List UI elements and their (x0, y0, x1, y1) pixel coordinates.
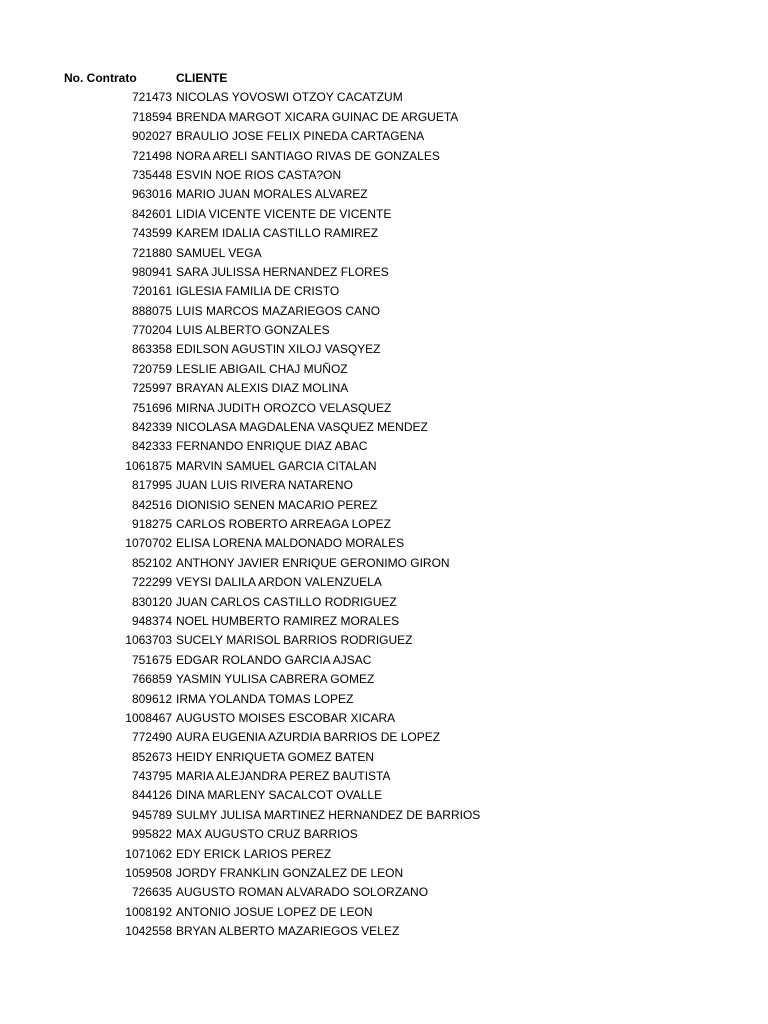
table-row (0, 593, 768, 612)
contract-number-cell: 1071062 (125, 846, 172, 861)
contract-number-cell: 842333 (131, 439, 172, 454)
contract-number-cell: 721473 (131, 90, 172, 105)
client-header: CLIENTE (176, 71, 228, 85)
table-row (0, 360, 768, 379)
table-row (0, 476, 768, 495)
client-name-cell: CARLOS ROBERTO ARREAGA LOPEZ (176, 516, 391, 531)
table-row (0, 806, 768, 825)
contract-number-cell: 830120 (131, 594, 172, 609)
contract-number-cell: 722299 (131, 575, 172, 590)
contract-number-cell: 902027 (131, 129, 172, 144)
client-name-cell: JORDY FRANKLIN GONZALEZ DE LEON (176, 866, 404, 881)
contract-number-cell: 726635 (131, 885, 172, 900)
table-row (0, 767, 768, 786)
contract-number-cell: 751696 (131, 400, 172, 415)
contract-number-cell: 863358 (131, 342, 172, 357)
contract-number-cell: 743795 (131, 769, 172, 784)
contract-number-header: No. Contrato (64, 71, 137, 85)
contract-number-cell: 735448 (131, 167, 172, 182)
contract-number-cell: 945789 (131, 807, 172, 822)
table-row (0, 922, 768, 941)
client-name-cell: SUCELY MARISOL BARRIOS RODRIGUEZ (176, 633, 413, 648)
table-row (0, 690, 768, 709)
table-row (0, 825, 768, 844)
client-name-cell: EDILSON AGUSTIN XILOJ VASQYEZ (176, 342, 381, 357)
contract-number-cell: 721498 (131, 148, 172, 163)
client-name-cell: MARIA ALEJANDRA PEREZ BAUTISTA (176, 769, 391, 784)
client-name-cell: EDGAR ROLANDO GARCIA AJSAC (176, 652, 372, 667)
contract-number-cell: 817995 (131, 478, 172, 493)
client-name-cell: SULMY JULISA MARTINEZ HERNANDEZ DE BARRIOS (176, 807, 481, 822)
contract-number-cell: 1059508 (125, 866, 172, 881)
table-row (0, 244, 768, 263)
contract-number-cell: 720759 (131, 361, 172, 376)
client-name-cell: JUAN CARLOS CASTILLO RODRIGUEZ (176, 594, 397, 609)
table-row (0, 127, 768, 146)
table-row (0, 864, 768, 883)
table-row (0, 147, 768, 166)
table-row (0, 612, 768, 631)
contract-number-cell: 751675 (131, 652, 172, 667)
client-name-cell: VEYSI DALILA ARDON VALENZUELA (176, 575, 382, 590)
table-row (0, 786, 768, 805)
client-name-cell: BRAYAN ALEXIS DIAZ MOLINA (176, 381, 349, 396)
client-name-cell: AURA EUGENIA AZURDIA BARRIOS DE LOPEZ (176, 730, 441, 745)
table-row (0, 302, 768, 321)
client-name-cell: LESLIE ABIGAIL CHAJ MUÑOZ (176, 361, 348, 376)
contract-number-cell: 995822 (131, 827, 172, 842)
contract-number-cell: 725997 (131, 381, 172, 396)
table-row (0, 709, 768, 728)
contract-number-cell: 720161 (131, 284, 172, 299)
table-row (0, 379, 768, 398)
contract-number-cell: 948374 (131, 613, 172, 628)
contract-number-cell: 1070702 (125, 536, 172, 551)
contract-number-cell: 743599 (131, 226, 172, 241)
client-name-cell: SARA JULISSA HERNANDEZ FLORES (176, 264, 389, 279)
table-row (0, 108, 768, 127)
table-row (0, 166, 768, 185)
client-name-cell: MIRNA JUDITH OROZCO VELASQUEZ (176, 400, 392, 415)
client-name-cell: DIONISIO SENEN MACARIO PEREZ (176, 497, 378, 512)
client-name-cell: ESVIN NOE RIOS CASTA?ON (176, 167, 342, 182)
table-row (0, 205, 768, 224)
client-name-cell: ANTHONY JAVIER ENRIQUE GERONIMO GIRON (176, 555, 450, 570)
contract-number-cell: 721880 (131, 245, 172, 260)
client-name-cell: BRENDA MARGOT XICARA GUINAC DE ARGUETA (176, 109, 459, 124)
client-name-cell: SAMUEL VEGA (176, 245, 262, 260)
client-name-cell: DINA MARLENY SACALCOT OVALLE (176, 788, 383, 803)
client-name-cell: BRAULIO JOSE FELIX PINEDA CARTAGENA (176, 129, 425, 144)
client-name-cell: JUAN LUIS RIVERA NATARENO (176, 478, 353, 493)
client-name-cell: LUIS ALBERTO GONZALES (176, 323, 330, 338)
contract-number-cell: 770204 (131, 323, 172, 338)
table-row (0, 651, 768, 670)
table-row (0, 282, 768, 301)
table-row (0, 399, 768, 418)
contract-number-cell: 766859 (131, 672, 172, 687)
client-name-cell: NICOLAS YOVOSWI OTZOY CACATZUM (176, 90, 403, 105)
client-name-cell: ELISA LORENA MALDONADO MORALES (176, 536, 405, 551)
client-name-cell: MARVIN SAMUEL GARCIA CITALAN (176, 458, 377, 473)
client-name-cell: EDY ERICK LARIOS PEREZ (176, 846, 332, 861)
contract-number-cell: 844126 (131, 788, 172, 803)
table-row (0, 88, 768, 107)
client-name-cell: AUGUSTO MOISES ESCOBAR XICARA (176, 710, 396, 725)
client-name-cell: LIDIA VICENTE VICENTE DE VICENTE (176, 206, 392, 221)
contract-number-cell: 852102 (131, 555, 172, 570)
contract-number-cell: 888075 (131, 303, 172, 318)
contract-number-cell: 852673 (131, 749, 172, 764)
client-contract-table (0, 69, 768, 942)
client-name-cell: FERNANDO ENRIQUE DIAZ ABAC (176, 439, 368, 454)
client-name-cell: MARIO JUAN MORALES ALVAREZ (176, 187, 368, 202)
table-row (0, 748, 768, 767)
contract-number-cell: 1008467 (125, 710, 172, 725)
contract-number-cell: 772490 (131, 730, 172, 745)
contract-number-cell: 963016 (131, 187, 172, 202)
contract-number-cell: 918275 (131, 516, 172, 531)
client-name-cell: IRMA YOLANDA TOMAS LOPEZ (176, 691, 354, 706)
client-name-cell: MAX AUGUSTO CRUZ BARRIOS (176, 827, 358, 842)
table-row (0, 496, 768, 515)
contract-number-cell: 718594 (131, 109, 172, 124)
client-name-cell: AUGUSTO ROMAN ALVARADO SOLORZANO (176, 885, 429, 900)
client-name-cell: ANTONIO JOSUE LOPEZ DE LEON (176, 904, 373, 919)
contract-number-cell: 842339 (131, 420, 172, 435)
contract-number-cell: 1063703 (125, 633, 172, 648)
contract-number-cell: 809612 (131, 691, 172, 706)
contract-number-cell: 1008192 (125, 904, 172, 919)
client-name-cell: IGLESIA FAMILIA DE CRISTO (176, 284, 340, 299)
table-row (0, 263, 768, 282)
table-row (0, 457, 768, 476)
client-name-cell: LUIS MARCOS MAZARIEGOS CANO (176, 303, 381, 318)
contract-number-cell: 980941 (131, 264, 172, 279)
table-row (0, 728, 768, 747)
table-row (0, 845, 768, 864)
table-row (0, 437, 768, 456)
client-name-cell: NORA ARELI SANTIAGO RIVAS DE GONZALES (176, 148, 440, 163)
table-row (0, 515, 768, 534)
client-name-cell: NICOLASA MAGDALENA VASQUEZ MENDEZ (176, 420, 428, 435)
table-row (0, 573, 768, 592)
table-row (0, 670, 768, 689)
table-row (0, 321, 768, 340)
table-row (0, 534, 768, 553)
contract-number-cell: 1061875 (125, 458, 172, 473)
table-row (0, 631, 768, 650)
contract-number-cell: 1042558 (125, 924, 172, 939)
client-name-cell: KAREM IDALIA CASTILLO RAMIREZ (176, 226, 379, 241)
table-row (0, 554, 768, 573)
table-row (0, 185, 768, 204)
table-row (0, 883, 768, 902)
table-header-row (0, 69, 768, 88)
client-name-cell: YASMIN YULISA CABRERA GOMEZ (176, 672, 375, 687)
client-name-cell: BRYAN ALBERTO MAZARIEGOS VELEZ (176, 924, 400, 939)
table-row (0, 340, 768, 359)
table-row (0, 224, 768, 243)
table-body (0, 88, 768, 941)
client-name-cell: HEIDY ENRIQUETA GOMEZ BATEN (176, 749, 375, 764)
client-name-cell: NOEL HUMBERTO RAMIREZ MORALES (176, 613, 400, 628)
contract-number-cell: 842601 (131, 206, 172, 221)
contract-number-cell: 842516 (131, 497, 172, 512)
table-row (0, 418, 768, 437)
table-row (0, 903, 768, 922)
